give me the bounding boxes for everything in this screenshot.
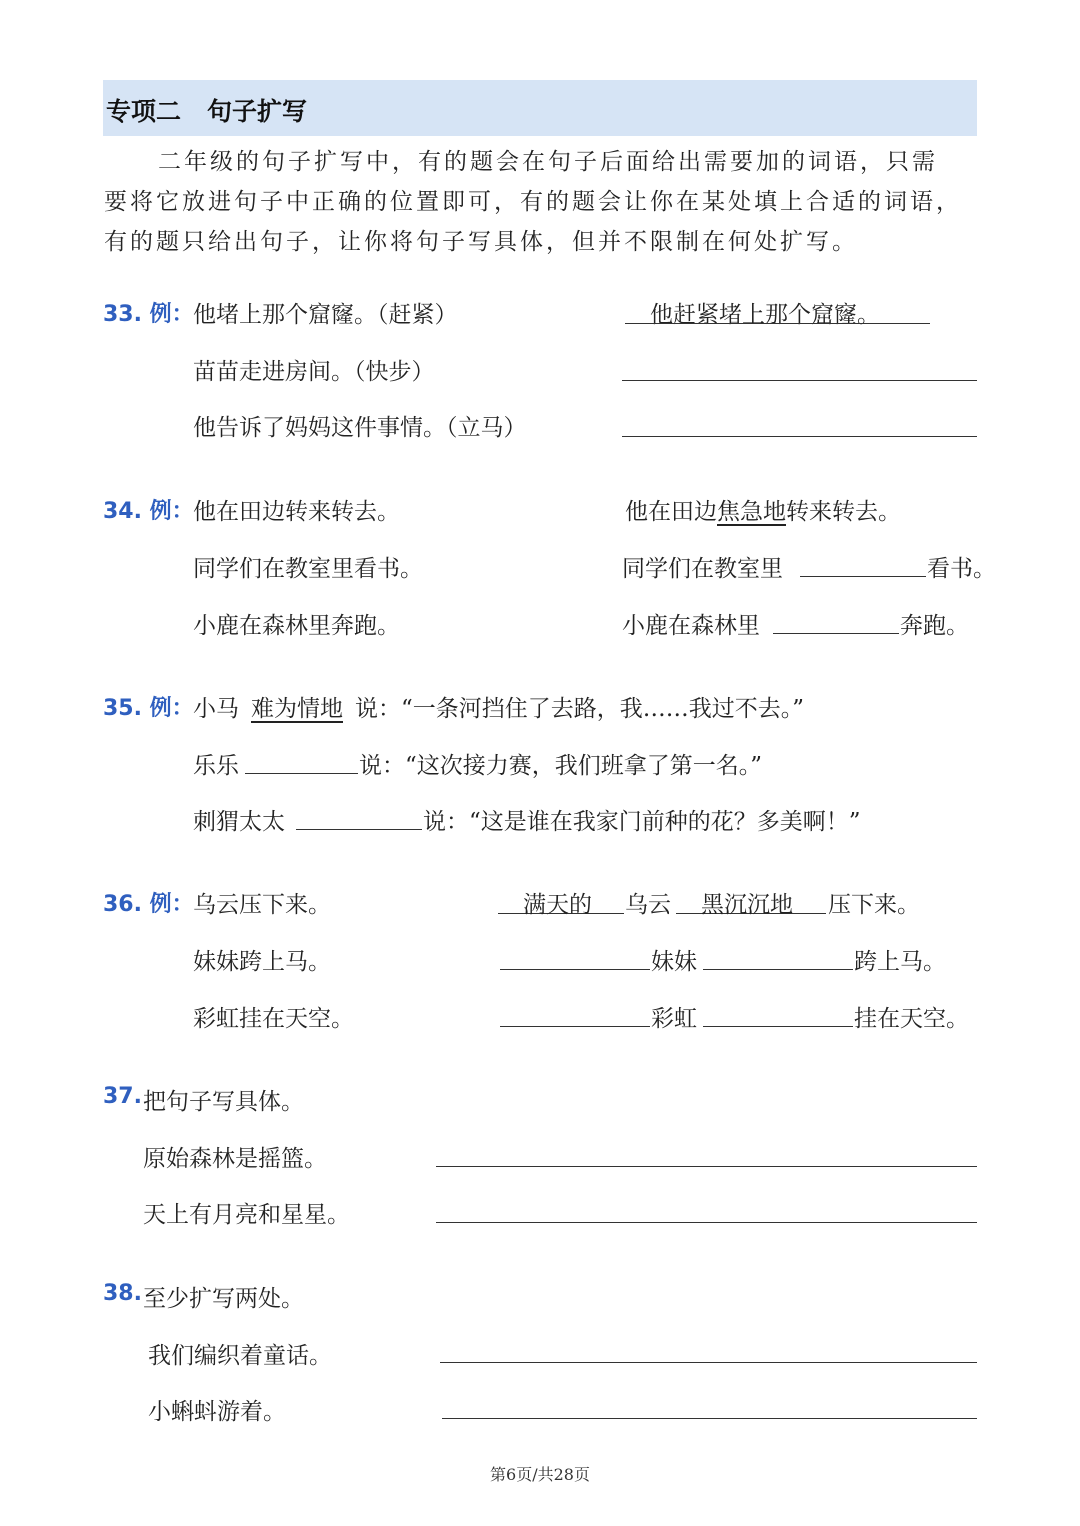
- q35-item-1-post: 说：“这次接力赛，我们班拿了第一名。”: [359, 753, 763, 779]
- question-34-number: 34. 例：: [103, 499, 194, 524]
- q37-instruction: 把句子写具体。: [143, 1089, 304, 1115]
- q36-item-2-line-2[interactable]: [703, 1026, 853, 1027]
- q34-item-1-post: 看书。: [927, 556, 996, 582]
- intro-paragraph: [104, 142, 980, 262]
- q37-answer-line-1[interactable]: [436, 1166, 977, 1167]
- q36-item-1: 妹妹跨上马。: [193, 949, 331, 975]
- q36-example-post: 压下来。: [828, 892, 920, 918]
- q35-item-2-pre: 刺猬太太: [193, 809, 285, 835]
- q36-example-sentence: 乌云压下来。: [193, 892, 331, 918]
- q34-fill-line-1[interactable]: [800, 576, 926, 577]
- question-37-number: 37.: [103, 1084, 142, 1109]
- q35-fill-line-2[interactable]: [296, 829, 422, 830]
- q33-example-answer-line: [625, 323, 930, 324]
- q36-item-2: 彩虹挂在天空。: [193, 1006, 354, 1032]
- q38-answer-line-2[interactable]: [442, 1418, 977, 1419]
- q33-example-answer: 他赶紧堵上那个窟窿。: [650, 302, 880, 328]
- q35-example-fill: 难为情地: [251, 696, 343, 722]
- intro-line: 二年级的句子扩写中，有的题会在句子后面给出需要加的词语，只需: [158, 149, 938, 175]
- q36-example-mid: 乌云: [625, 892, 671, 918]
- q36-example-fill-1: 满天的: [523, 892, 592, 918]
- q34-example-sentence: 他在田边转来转去。: [193, 499, 400, 525]
- q38-instruction: 至少扩写两处。: [143, 1286, 304, 1312]
- q38-answer-line-1[interactable]: [440, 1362, 977, 1363]
- q34-item-2: 小鹿在森林里奔跑。: [193, 613, 400, 639]
- q34-example-fill: 焦急地: [717, 499, 786, 525]
- q35-item-2-post: 说：“这是谁在我家门前种的花？多美啊！”: [423, 809, 861, 835]
- q36-item-1-mid: 妹妹: [651, 949, 697, 975]
- q33-answer-line-2[interactable]: [622, 436, 977, 437]
- q34-fill-line-2[interactable]: [773, 633, 899, 634]
- q37-item-2: 天上有月亮和星星。: [143, 1202, 350, 1228]
- q34-item-1: 同学们在教室里看书。: [193, 556, 423, 582]
- q35-item-1-pre: 乐乐: [193, 753, 239, 779]
- q33-item-2: 他告诉了妈妈这件事情。（立马）: [193, 415, 527, 441]
- q36-item-2-mid: 彩虹: [651, 1006, 697, 1032]
- page-footer: 第6页/共28页: [490, 1465, 590, 1484]
- q38-item-2: 小蝌蚪游着。: [148, 1399, 286, 1425]
- q38-item-1: 我们编织着童话。: [148, 1343, 332, 1369]
- q34-item-2-pre: 小鹿在森林里: [622, 613, 760, 639]
- section-label: 专项二: [106, 97, 182, 126]
- q36-item-1-post: 跨上马。: [854, 949, 946, 975]
- q36-item-2-post: 挂在天空。: [854, 1006, 969, 1032]
- q35-fill-line-1[interactable]: [245, 773, 358, 774]
- q35-example-sentence: 小马 难为情地 说：“一条河挡住了去路，我……我过不去。”: [193, 696, 805, 722]
- q36-example-fill-2: 黑沉沉地: [701, 892, 793, 918]
- q36-item-1-line-2[interactable]: [703, 969, 853, 970]
- q34-item-2-post: 奔跑。: [900, 613, 969, 639]
- question-35-number: 35. 例：: [103, 696, 194, 721]
- section-title: [106, 92, 307, 128]
- q33-item-1: 苗苗走进房间。（快步）: [193, 359, 435, 385]
- q34-example-answer: 他在田边焦急地转来转去。: [625, 499, 901, 525]
- q37-answer-line-2[interactable]: [436, 1222, 977, 1223]
- question-38-number: 38.: [103, 1281, 142, 1306]
- intro-line: 有的题只给出句子，让你将句子写具体，但并不限制在何处扩写。: [104, 229, 858, 255]
- q36-item-2-line-1[interactable]: [500, 1026, 650, 1027]
- q37-item-1: 原始森林是摇篮。: [143, 1146, 327, 1172]
- intro-line: 要将它放进句子中正确的位置即可，有的题会让你在某处填上合适的词语，: [104, 189, 962, 215]
- q34-item-1-pre: 同学们在教室里: [622, 556, 783, 582]
- question-36-number: 36. 例：: [103, 892, 194, 917]
- q33-answer-line-1[interactable]: [622, 380, 977, 381]
- q33-example-sentence: 他堵上那个窟窿。（赶紧）: [193, 302, 458, 328]
- q36-item-1-line-1[interactable]: [500, 969, 650, 970]
- section-name: 句子扩写: [207, 97, 308, 126]
- question-33-number: 33. 例：: [103, 302, 194, 327]
